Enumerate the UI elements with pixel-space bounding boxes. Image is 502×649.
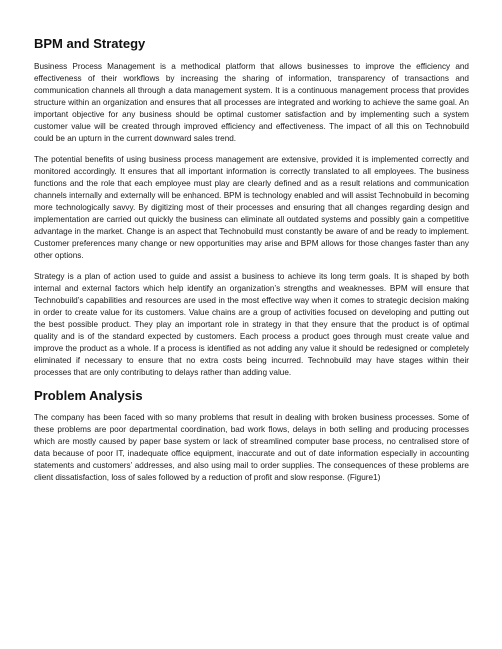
section-heading-bpm-and-strategy: BPM and Strategy [34,36,146,51]
paragraph-problem-analysis: The company has been faced with so many problems that result in dealing with broken business processes. Some of these problems are poor departmental coordination, bad work flows, delays in both selling and producing processes which are mostly caused by paper base system or lack of streamlined computer base process, no centralised store of data because of poor IT, inadequate office equipment, inaccurate and out of date information especially in accounting statements and customers’ addresses, and also using mail to order supplies. The consequences of these problems are client dissatisfaction, loss of sales followed by a reduction of profit and slow response. (Figure1) [34,413,469,482]
section-heading-problem-analysis: Problem Analysis [34,388,143,403]
paragraph-strategy: Strategy is a plan of action used to guide and assist a business to achieve its long term goals. It is shaped by both internal and external factors which help identify an organization’s strengths and weaknesses. BPM will ensure that Technobuild’s capabilities and resources are used in the most effective way when it comes to strategic decision making in order to create value for its customers. Value chains are a group of activities focused on developing and putting out the best possible product. They play an important role in strategy in that they ensure that the product is of optimal quality and is of the standard expected by customers. Each process a product goes through must create value and improve the product as a whole. If a process is identified as not adding any value it should be redesigned or completely eliminated if necessary to ensure that no extra costs being incurred. Technobuild may have stages within their processes that are only contributing to delays rather than adding value. [34,272,469,377]
paragraph-bpm-definition: Business Process Management is a methodical platform that allows businesses to improve the efficiency and effectiveness of their workflows by increasing the sharing of information, transparency of transactions and communication channels all through a data management system. It is a continuous management process that provides structure within an organization and ensures that all processes are integrated and working to achieve the same goal. An important objective for any business should be optimal customer satisfaction and by implementing such a system customer value will be created through improved efficiency and effectiveness. The impact of all this on Technobuild could be an upturn in the current downward sales trend. [34,62,469,143]
paragraph-bpm-benefits: The potential benefits of using business process management are extensive, provided it is implemented correctly and monitored accordingly. It ensures that all important information is correctly translated to all employees. The business functions and the role that each employee must play are clearly defined and as a result relations and communication channels internally and externally will be enhanced. BPM is technology enabled and will assist Technobuild in becoming more technologically savvy. By digitizing most of their processes and ensuring that all changes regarding design and implementation are carried out quickly the business can eliminate all outdated systems and possibly gain a competitive advantage in the market. Change is an aspect that Technobuild must constantly be aware of and be ready to implement. Customer preferences many change or new opportunities may arise and BPM allows for those changes faster than any other options. [34,155,469,260]
